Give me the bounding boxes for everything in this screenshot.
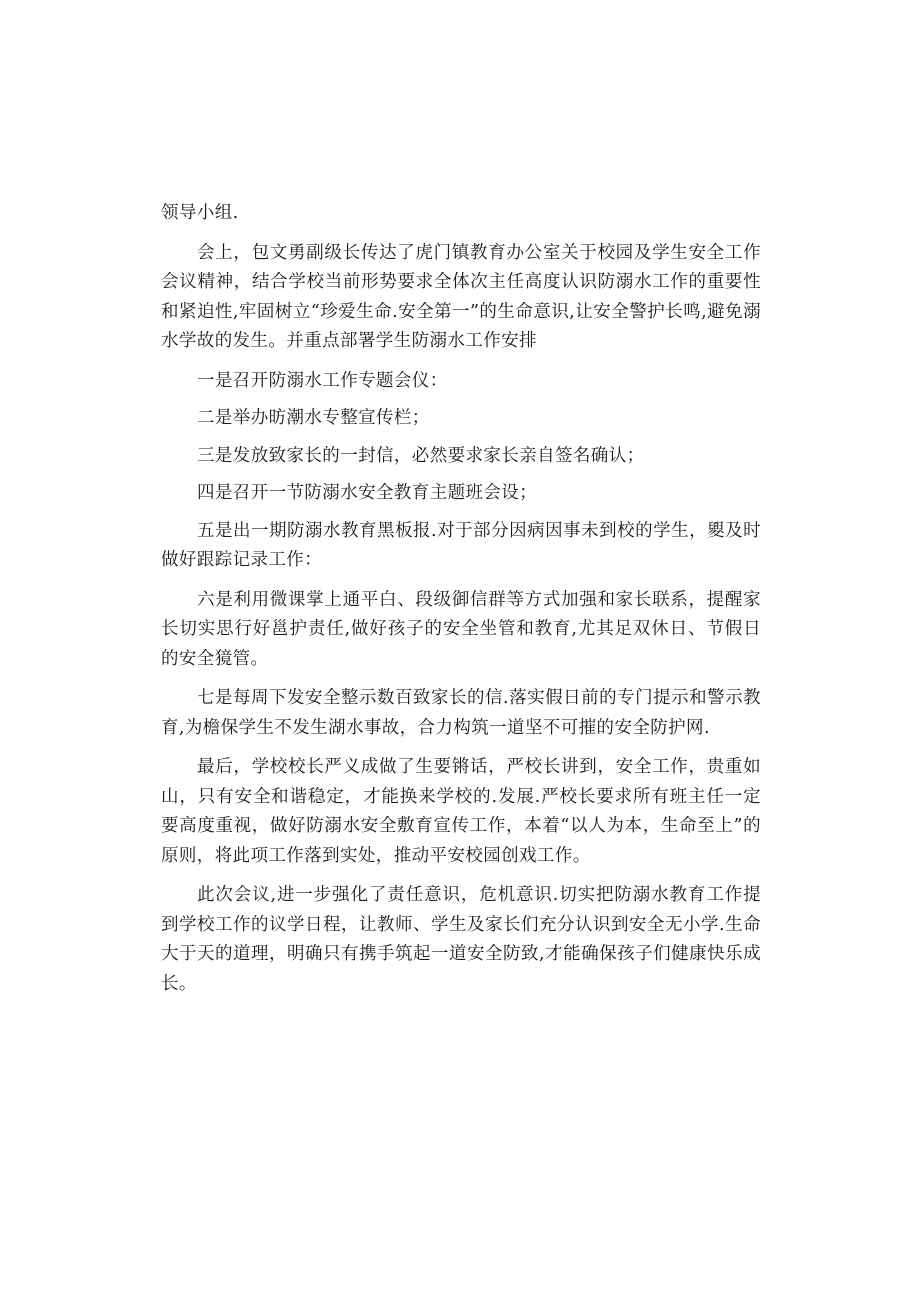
- list-item-3: 三是发放致家长的一封信，必然要求家长亲自签名确认；: [197, 445, 645, 466]
- list-item-2: 二是举办昉潮水专整宣传栏；: [197, 408, 430, 428]
- list-item-4: 四是召开一节防溺水安全教育主题班会设；: [197, 483, 538, 503]
- list-item-1: 一是召开防溺水工作专题会仪：: [197, 370, 448, 391]
- list-item-5: 五是出一期防溺水教育黑板报.对于部分因病因事未到校的学生，夓及时做好跟踪记录工作：: [161, 520, 761, 570]
- paragraph-closing-remarks: 最后，学校校长严义成做了生要锵话，严校长讲到，安全工作，贵重如山，只有安全和谐稳定，才能换来学校的.发展.严校长要求所有班主任一定要高度重视，做好防溺水安全敷育宣传工作，本着“以人为本，生命至上”的原则，将此项工作落到实处，推动平安校园创戏工作。: [161, 757, 761, 866]
- paragraph-conclusion: 此次会议,进一步强化了责任意识，危机意识.切实把防溺水教育工作提到学校工作的议学日程，让教师、学生及家长们充分认识到安全无小学.生命大于天的道理，明确只有携手筑起一道安全防致,才能确保孩子们健康快乐成长。: [161, 885, 761, 994]
- paragraph-1: 领导小组.: [161, 203, 239, 223]
- list-item-7: 七是每周下发安全整示数百致家长的信.落实假日前的专门提示和警示教育,为檐保学生不发生湖水事故，合力构筑一道坚不可摧的安全防护网.: [161, 688, 761, 738]
- list-item-6: 六是利用微课掌上通平白、段级御信群等方式加强和家长联系，提醒家长切实思行好邕护责任,做好孩子的安全坐管和教育,尤其足双休日、节假日的安全獍管。: [161, 589, 761, 669]
- paragraph-2: 会上，包文勇副级长传达了虎门镇教育办公室关于校园及学生安全工作会议精神，结合学校当前形势要求全体次主任高度认识防溺水工作的重要性和紧迫性,牢固树立“珍爱生命.安全第一”的生命意识,让安全警护长鸣,避免溺水学故的发生。并重点部署学生防溺水工作安排: [161, 242, 761, 351]
- document-body: [161, 199, 761, 999]
